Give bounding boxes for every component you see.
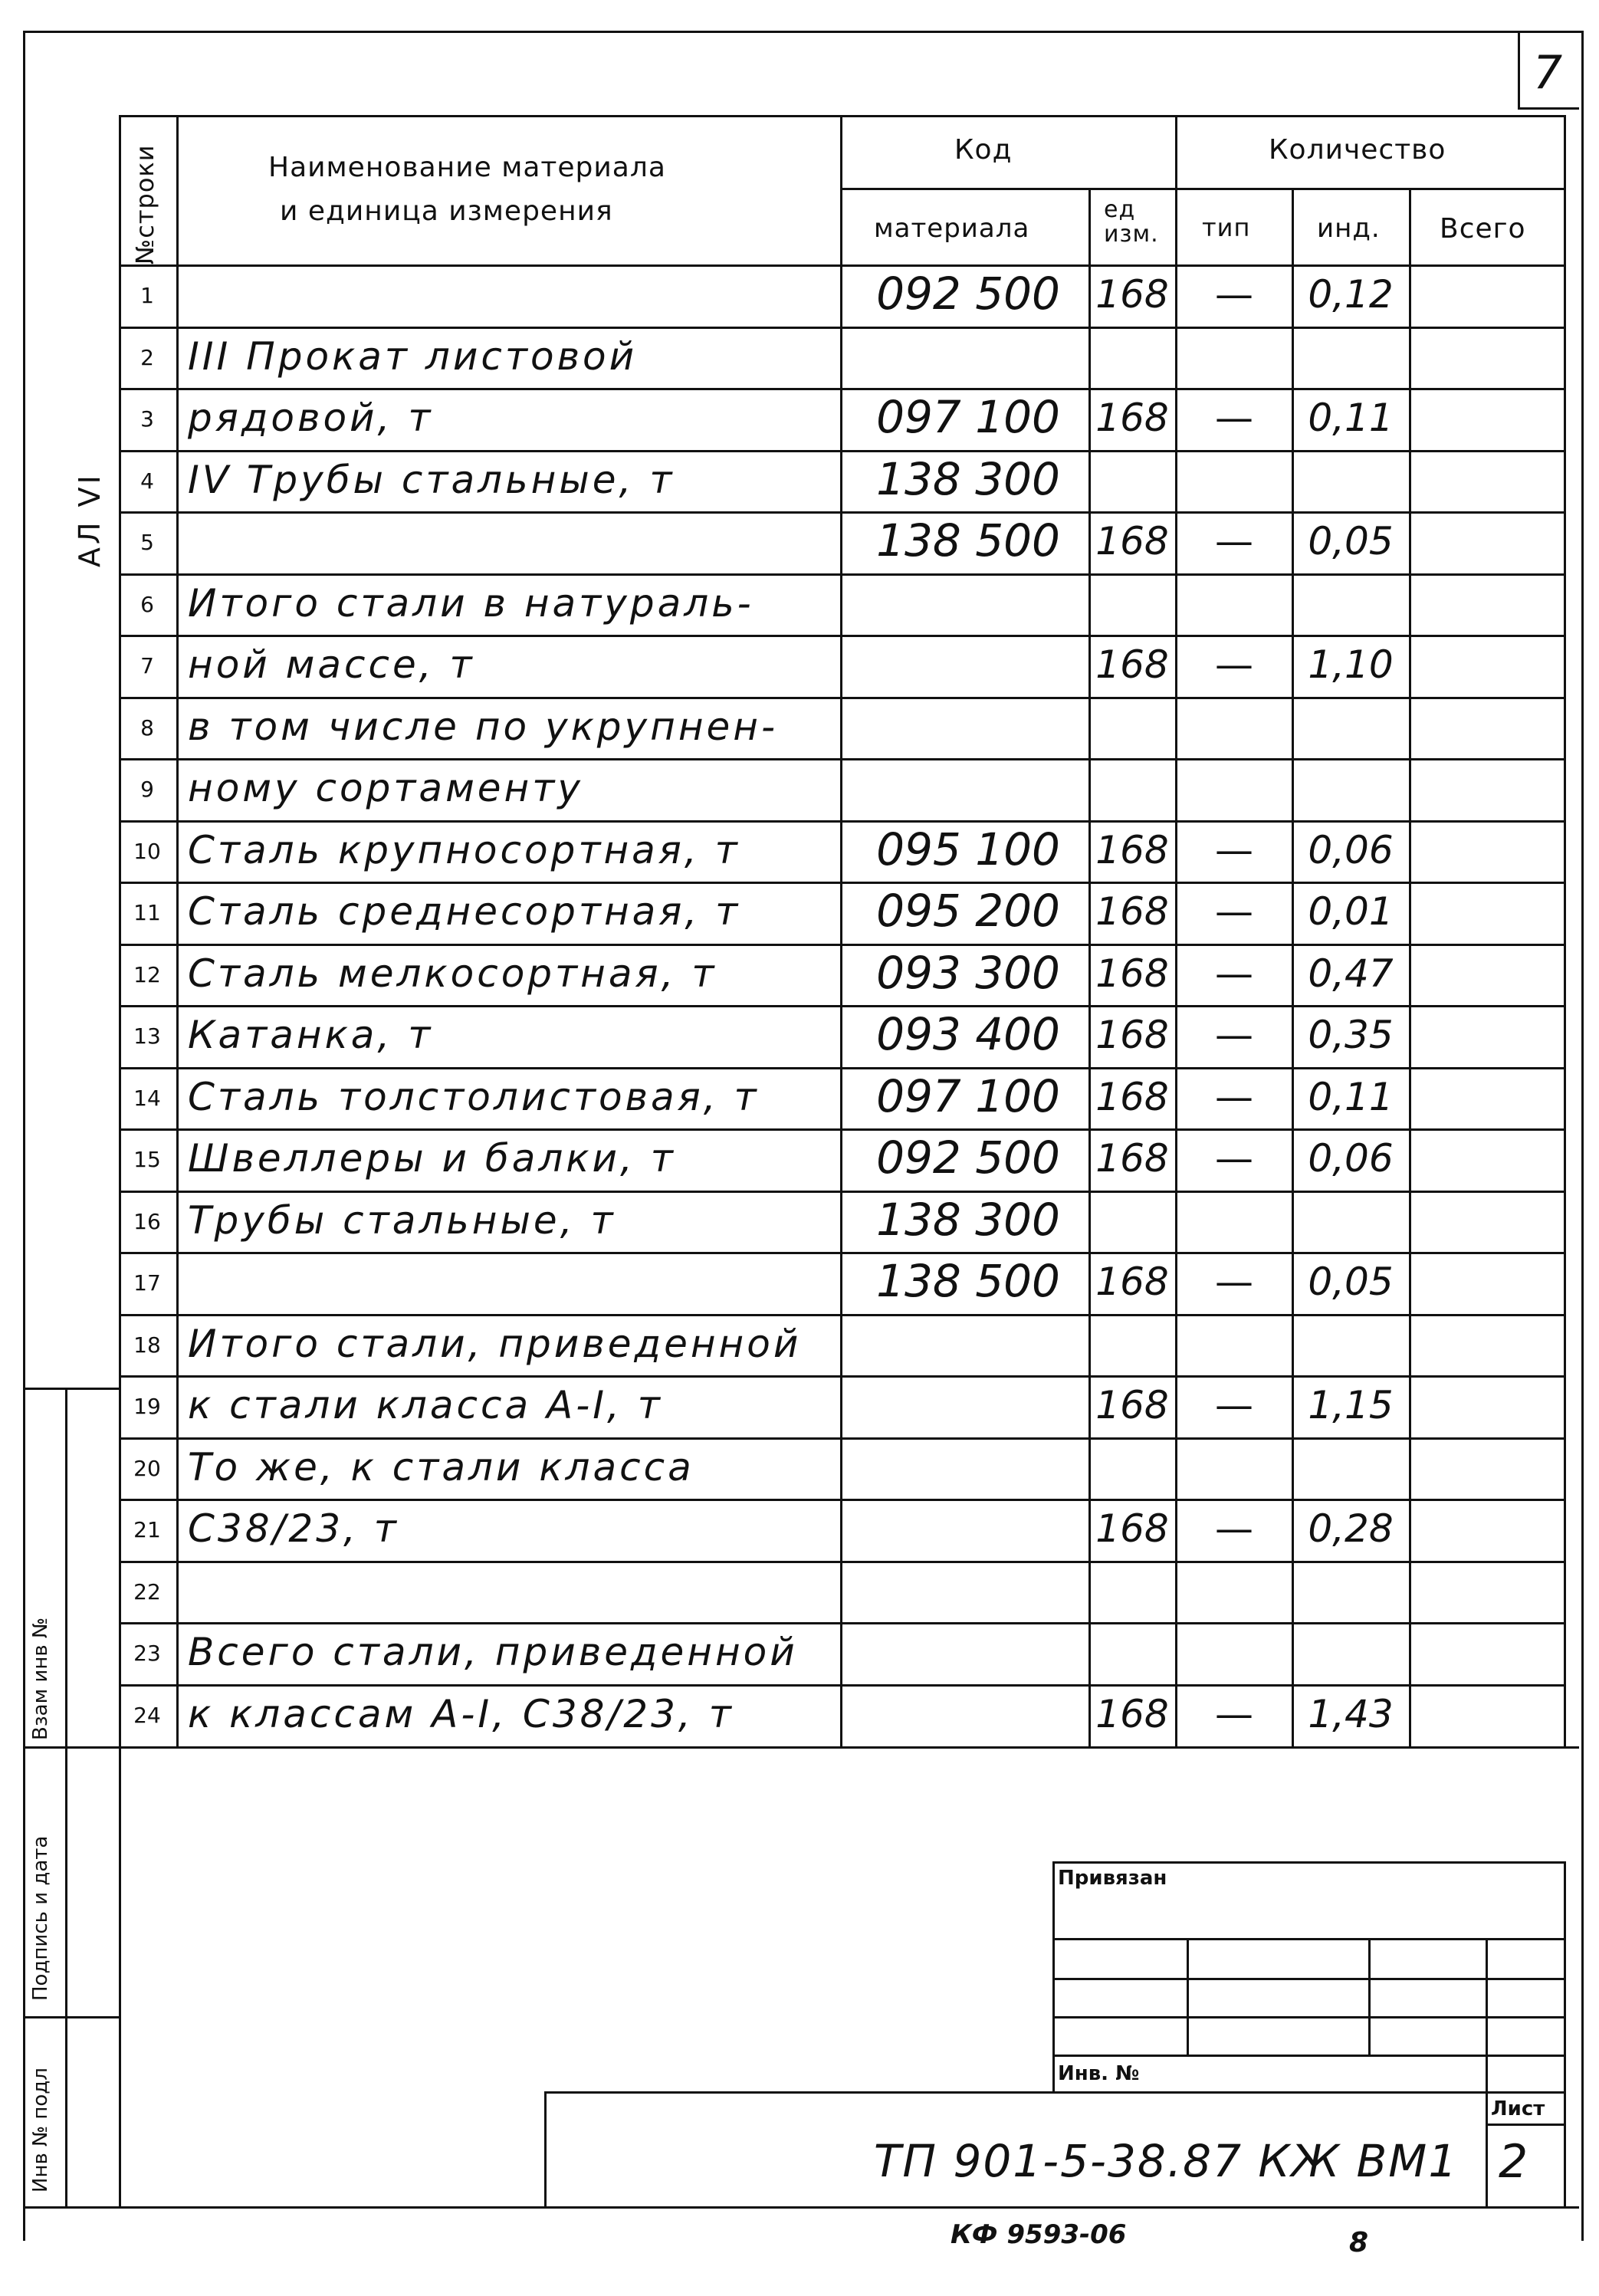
footer-stamp-code: КФ 9593-06: [951, 2219, 1127, 2250]
qty-ind: 0,47: [1308, 951, 1394, 996]
material-code: 095 200: [876, 885, 1060, 937]
qty-ind: 1,15: [1308, 1383, 1394, 1427]
row-number: 7: [140, 653, 154, 678]
qty-ind: 0,06: [1308, 1136, 1394, 1181]
qty-ind: 0,12: [1308, 272, 1394, 317]
unit-code: 168: [1095, 1383, 1169, 1427]
row-number: 9: [140, 777, 154, 802]
title-designation: ТП 901-5-38.87 КЖ ВМ1: [874, 2135, 1459, 2187]
row-number: 17: [133, 1270, 161, 1296]
header-name-line1: Наименование материала: [268, 152, 666, 183]
material-name: III Прокат листовой: [188, 334, 638, 379]
row-number: 14: [133, 1086, 161, 1111]
qty-type: —: [1215, 1136, 1253, 1181]
qty-type: —: [1215, 519, 1253, 563]
row-number: 8: [140, 715, 154, 741]
material-code: 093 300: [876, 947, 1060, 999]
material-code: 097 100: [876, 391, 1060, 443]
qty-type: —: [1215, 1383, 1253, 1427]
row-number: 2: [140, 345, 154, 370]
row-number: 3: [140, 406, 154, 432]
qty-ind: 0,05: [1308, 519, 1394, 563]
unit-code: 168: [1095, 396, 1169, 440]
stamp-podpis: Подпись и дата: [29, 1835, 52, 2001]
material-code: 138 300: [876, 453, 1060, 505]
material-code: 095 100: [876, 823, 1060, 875]
material-name: С38/23, т: [188, 1506, 399, 1551]
unit-code: 168: [1095, 951, 1169, 996]
row-number: 10: [133, 839, 161, 864]
qty-type: —: [1215, 889, 1253, 934]
unit-code: 168: [1095, 1013, 1169, 1057]
unit-code: 168: [1095, 519, 1169, 563]
material-code: 138 300: [876, 1194, 1060, 1246]
unit-code: 168: [1095, 1075, 1169, 1119]
material-code: 138 500: [876, 514, 1060, 567]
header-row-no: №строки: [130, 144, 159, 264]
qty-ind: 0,11: [1308, 396, 1394, 440]
material-name: Сталь толстолистовая, т: [188, 1075, 760, 1119]
row-number: 4: [140, 468, 154, 494]
material-name: IV Трубы стальные, т: [188, 458, 675, 502]
title-inv-no: Инв. №: [1058, 2062, 1140, 2085]
title-sheet-value: 2: [1499, 2135, 1528, 2189]
material-code: 092 500: [876, 1132, 1060, 1184]
sheet-bottom-border: [23, 2206, 1579, 2209]
material-name: Швеллеры и балки, т: [188, 1136, 676, 1181]
header-quantity: Количество: [1269, 134, 1446, 166]
material-name: рядовой, т: [188, 396, 434, 440]
material-name: ному сортаменту: [188, 766, 583, 810]
header-qty-ind: инд.: [1317, 213, 1381, 244]
material-code: 097 100: [876, 1070, 1060, 1122]
material-name: Сталь среднесортная, т: [188, 889, 741, 934]
qty-ind: 0,35: [1308, 1013, 1394, 1057]
title-privyazan: Привязан: [1058, 1867, 1167, 1890]
footer-page-mark: 8: [1349, 2227, 1369, 2258]
qty-type: —: [1215, 951, 1253, 996]
material-name: Всего стали, приведенной: [188, 1630, 798, 1674]
qty-ind: 0,28: [1308, 1506, 1394, 1551]
material-name: к классам A-I, С38/23, т: [188, 1692, 734, 1736]
material-name: Итого стали, приведенной: [188, 1322, 802, 1366]
sheet-left-border: [23, 31, 25, 2239]
qty-ind: 0,06: [1308, 828, 1394, 872]
unit-code: 168: [1095, 1506, 1169, 1551]
header-qty-type: тип: [1202, 213, 1251, 242]
material-name: в том числе по укрупнен-: [188, 705, 778, 749]
material-name: Итого стали в натураль-: [188, 581, 754, 626]
qty-type: —: [1215, 396, 1253, 440]
row-number: 24: [133, 1703, 161, 1728]
stamp-vzam: Взам инв №: [29, 1618, 52, 1740]
row-number: 1: [140, 283, 154, 308]
material-name: Сталь мелкосортная, т: [188, 951, 717, 996]
material-name: Катанка, т: [188, 1013, 434, 1057]
qty-ind: 1,43: [1308, 1692, 1394, 1736]
unit-code: 168: [1095, 1136, 1169, 1181]
row-number: 13: [133, 1023, 161, 1049]
stamp-inv-podl: Инв № подл: [29, 2068, 52, 2193]
unit-code: 168: [1095, 1260, 1169, 1304]
row-number: 11: [133, 900, 161, 925]
material-code: 138 500: [876, 1255, 1060, 1307]
row-number: 5: [140, 530, 154, 555]
title-sheet-label: Лист: [1491, 2097, 1545, 2120]
qty-type: —: [1215, 642, 1253, 687]
unit-code: 168: [1095, 1692, 1169, 1736]
row-number: 15: [133, 1147, 161, 1172]
material-name: Трубы стальные, т: [188, 1198, 616, 1243]
qty-type: —: [1215, 1260, 1253, 1304]
row-number: 19: [133, 1394, 161, 1419]
material-name: То же, к стали класса: [188, 1445, 694, 1490]
qty-type: —: [1215, 1075, 1253, 1119]
qty-ind: 0,05: [1308, 1260, 1394, 1304]
qty-type: —: [1215, 272, 1253, 317]
qty-ind: 1,10: [1308, 642, 1394, 687]
sheet-number: 7: [1533, 46, 1563, 100]
unit-code: 168: [1095, 889, 1169, 934]
qty-type: —: [1215, 828, 1253, 872]
material-code: 092 500: [876, 268, 1060, 320]
unit-code: 168: [1095, 642, 1169, 687]
unit-code: 168: [1095, 828, 1169, 872]
header-code-material: материала: [874, 213, 1030, 244]
header-name-line2: и единица измерения: [280, 195, 613, 227]
qty-ind: 0,01: [1308, 889, 1394, 934]
header-code-unit: ед изм.: [1104, 196, 1159, 248]
row-number: 18: [133, 1332, 161, 1358]
material-name: к стали класса A-I, т: [188, 1383, 663, 1427]
row-number: 6: [140, 592, 154, 617]
row-number: 22: [133, 1579, 161, 1605]
row-number: 12: [133, 962, 161, 987]
header-code: Код: [954, 134, 1013, 166]
material-name: Сталь крупносортная, т: [188, 828, 740, 872]
qty-type: —: [1215, 1692, 1253, 1736]
unit-code: 168: [1095, 272, 1169, 317]
side-mark: АЛ VI: [73, 472, 107, 567]
row-number: 23: [133, 1641, 161, 1666]
row-number: 21: [133, 1517, 161, 1542]
qty-type: —: [1215, 1506, 1253, 1551]
row-number: 16: [133, 1209, 161, 1234]
material-code: 093 400: [876, 1008, 1060, 1060]
qty-ind: 0,11: [1308, 1075, 1394, 1119]
qty-type: —: [1215, 1013, 1253, 1057]
material-name: ной массе, т: [188, 642, 475, 687]
row-number: 20: [133, 1456, 161, 1481]
header-qty-total: Всего: [1440, 213, 1526, 245]
